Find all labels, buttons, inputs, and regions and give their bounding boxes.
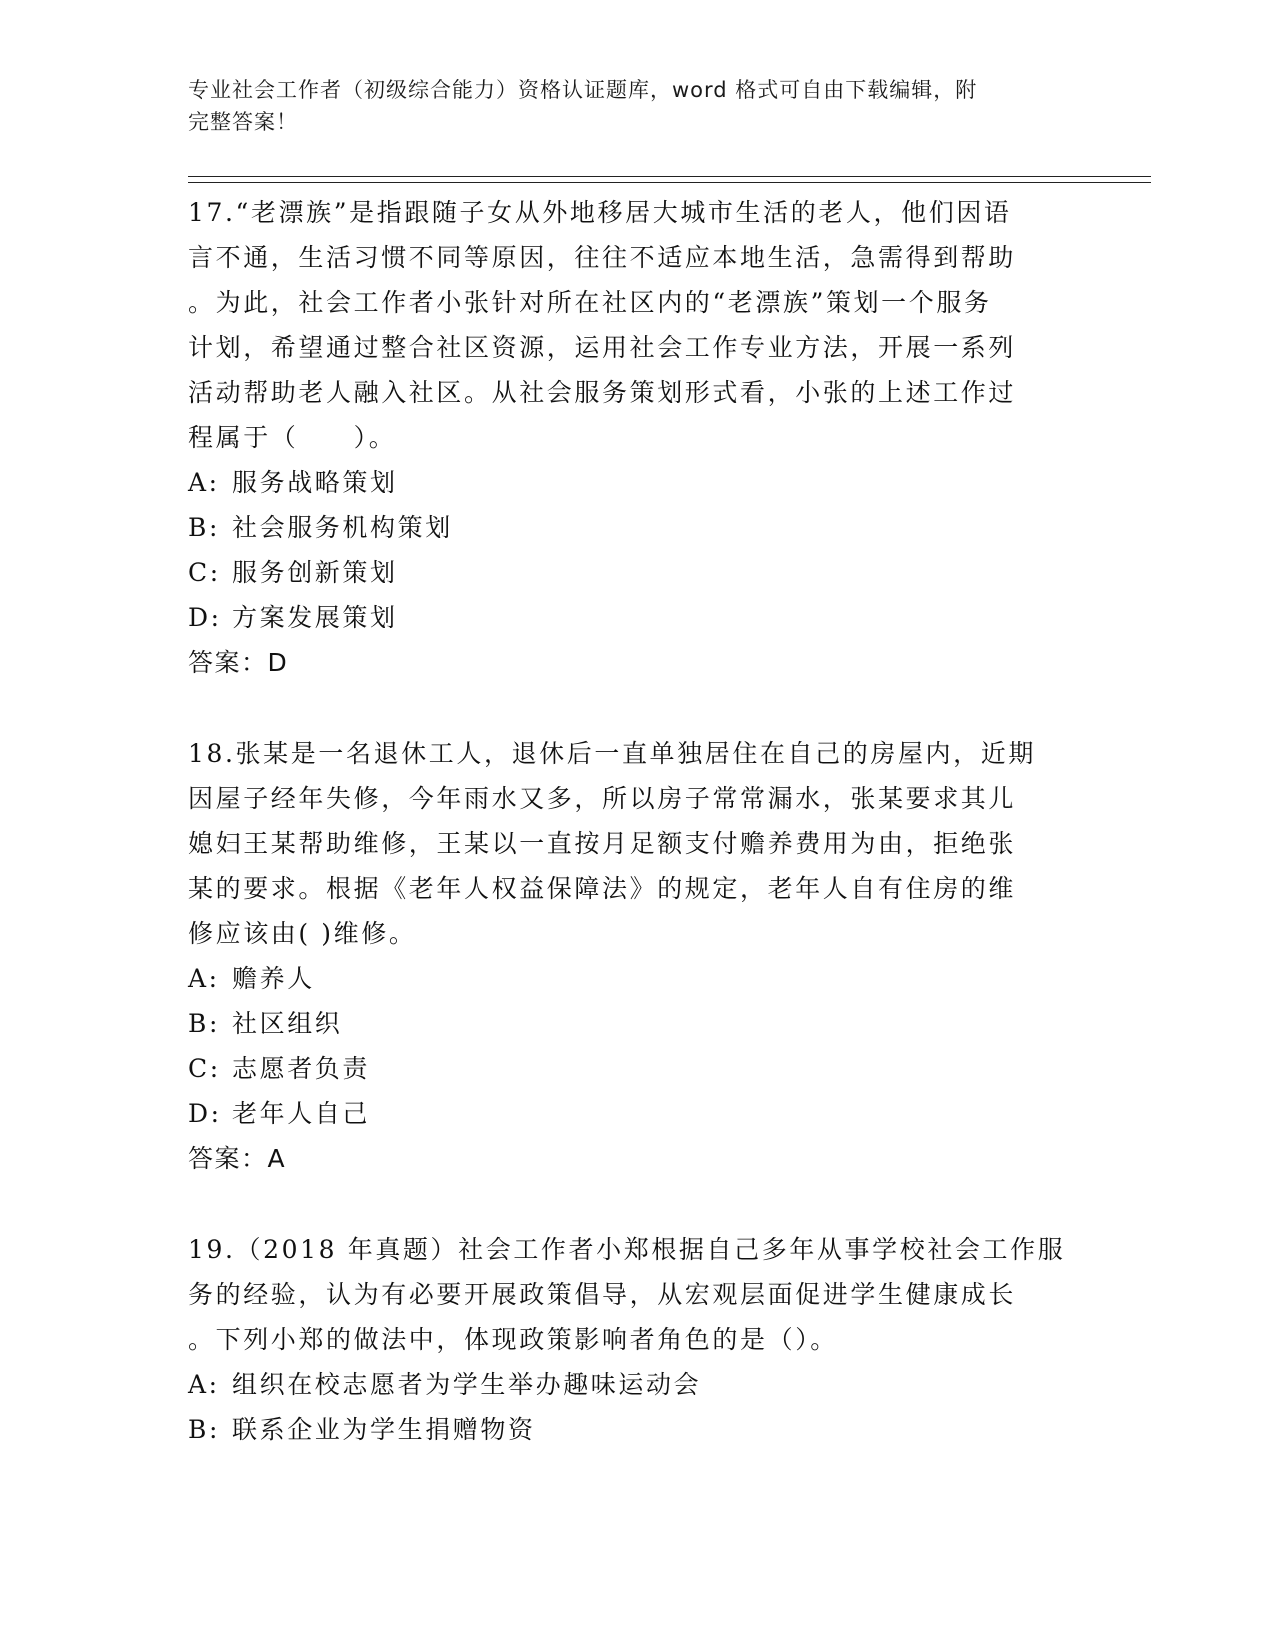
question-19: [188, 1227, 1088, 1452]
option-text: 老年人自己: [232, 1099, 371, 1128]
stem-line: 17.“老漂族”是指跟随子女从外地移居大城市生活的老人，他们因语: [188, 198, 1012, 227]
header-line-2: 完整答案！: [188, 110, 298, 134]
stem-line: 。为此，社会工作者小张针对所在社区内的“老漂族”策划一个服务: [188, 288, 992, 317]
question-spacer: [188, 1181, 1088, 1227]
option-letter: A:: [188, 1370, 220, 1399]
question-list: [188, 190, 1088, 1452]
option-text: 组织在校志愿者为学生举办趣味运动会: [232, 1370, 702, 1399]
option-letter: C:: [188, 1054, 221, 1083]
stem-line: 修应该由( )维修。: [188, 919, 417, 948]
option-letter: B:: [188, 1415, 220, 1444]
header-divider-top: [188, 176, 1151, 177]
option-text: 服务创新策划: [232, 558, 398, 587]
option-a: [188, 956, 1088, 1001]
stem-line: 活动帮助老人融入社区。从社会服务策划形式看，小张的上述工作过: [188, 378, 1017, 407]
stem-line: 务的经验，认为有必要开展政策倡导，从宏观层面促进学生健康成长: [188, 1280, 1017, 1309]
answer-line: 答案：D: [188, 648, 289, 677]
question-17: [188, 190, 1088, 685]
option-text: 社会服务机构策划: [232, 513, 453, 542]
option-d: [188, 595, 1088, 640]
option-c: [188, 550, 1088, 595]
stem-line: 。下列小郑的做法中，体现政策影响者角色的是（）。: [188, 1325, 838, 1354]
question-18: [188, 731, 1088, 1181]
stem-line: 19.（2018 年真题）社会工作者小郑根据自己多年从事学校社会工作服: [188, 1235, 1066, 1264]
option-text: 赡养人: [232, 964, 315, 993]
option-letter: B:: [188, 1009, 220, 1038]
option-letter: A:: [188, 468, 220, 497]
option-b: [188, 1001, 1088, 1046]
option-b: [188, 1407, 1088, 1452]
stem-line: 计划，希望通过整合社区资源，运用社会工作专业方法，开展一系列: [188, 333, 1017, 362]
stem-line: 程属于（ ）。: [188, 423, 397, 452]
option-d: [188, 1091, 1088, 1136]
option-text: 方案发展策划: [232, 603, 398, 632]
stem-line: 言不通，生活习惯不同等原因，往往不适应本地生活，急需得到帮助: [188, 243, 1017, 272]
option-letter: D:: [188, 1099, 222, 1128]
question-stem: [188, 1227, 1088, 1362]
option-text: 联系企业为学生捐赠物资: [232, 1415, 536, 1444]
option-letter: A:: [188, 964, 220, 993]
answer-line: 答案：A: [188, 1144, 287, 1173]
question-spacer: [188, 685, 1088, 731]
option-c: [188, 1046, 1088, 1091]
option-letter: D:: [188, 603, 222, 632]
option-a: [188, 1362, 1088, 1407]
question-stem: [188, 731, 1088, 956]
header-divider-bottom: [188, 182, 1151, 183]
stem-line: 媳妇王某帮助维修，王某以一直按月足额支付赡养费用为由，拒绝张: [188, 829, 1017, 858]
option-text: 志愿者负责: [232, 1054, 371, 1083]
option-text: 社区组织: [232, 1009, 343, 1038]
option-letter: B:: [188, 513, 220, 542]
header-line-1: 专业社会工作者（初级综合能力）资格认证题库，word 格式可自由下载编辑，附: [188, 78, 978, 102]
option-b: [188, 505, 1088, 550]
stem-line: 某的要求。根据《老年人权益保障法》的规定，老年人自有住房的维: [188, 874, 1017, 903]
stem-line: 18.张某是一名退休工人，退休后一直单独居住在自己的房屋内，近期: [188, 739, 1036, 768]
stem-line: 因屋子经年失修，今年雨水又多，所以房子常常漏水，张某要求其儿: [188, 784, 1017, 813]
option-letter: C:: [188, 558, 221, 587]
option-text: 服务战略策划: [232, 468, 398, 497]
document-header: [188, 74, 1068, 138]
option-a: [188, 460, 1088, 505]
question-stem: [188, 190, 1088, 460]
